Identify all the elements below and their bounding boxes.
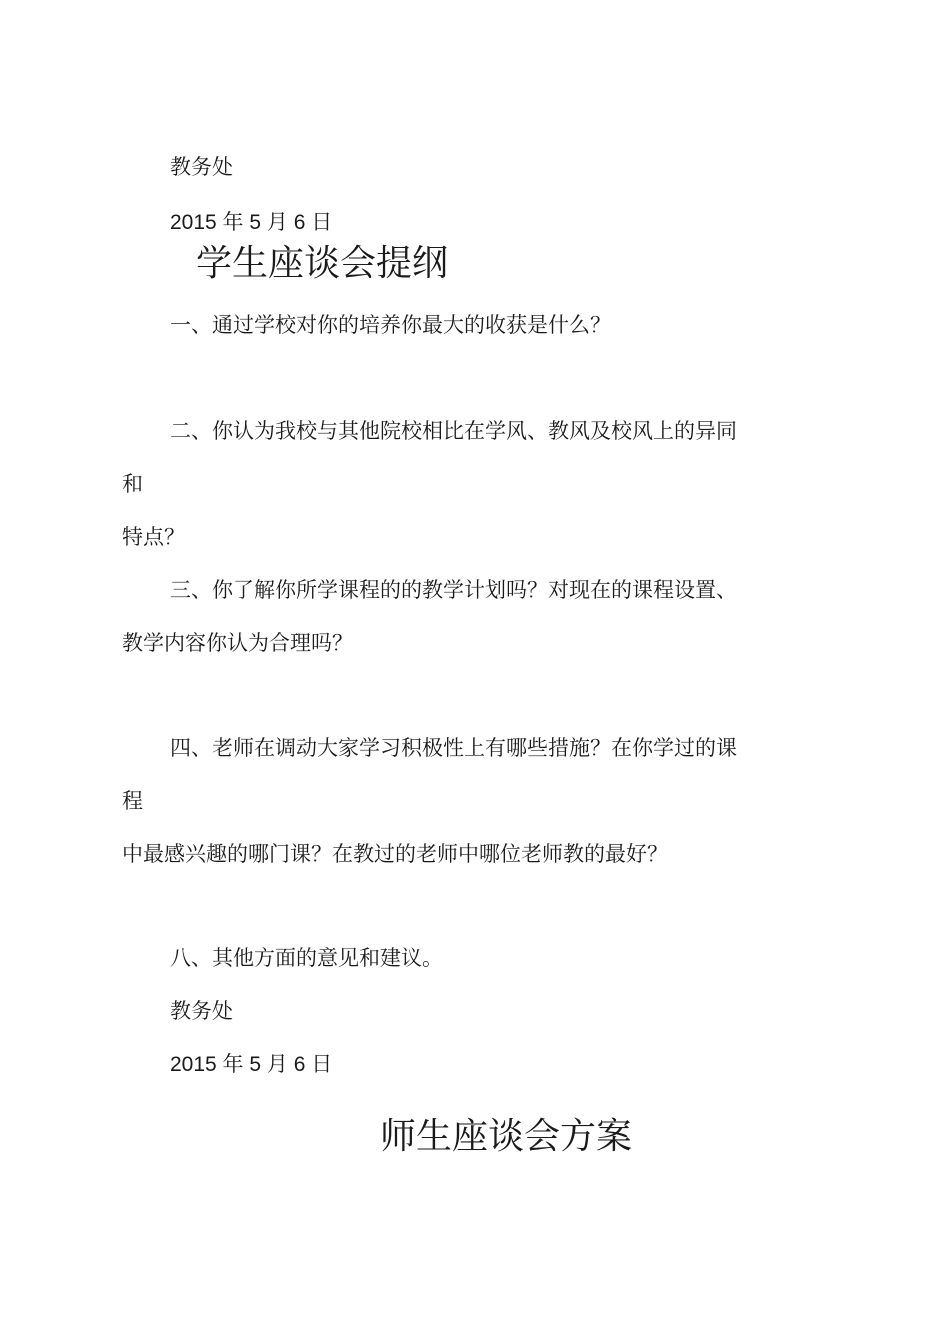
- question-2-line-1: 二、你认为我校与其他院校相比在学风、教风及校风上的异同: [170, 419, 737, 443]
- question-1: 一、通过学校对你的培养你最大的收获是什么？: [170, 313, 611, 337]
- question-3-line-2: 教学内容你认为合理吗？: [122, 631, 353, 655]
- bottom-office-name: 教务处: [170, 999, 233, 1023]
- section-title: 学生座谈会提纲: [196, 243, 449, 284]
- question-2-line-2: 和: [122, 472, 143, 496]
- top-office-name: 教务处: [170, 155, 233, 179]
- top-signature-date: 2015 年 5 月 6 日: [170, 211, 333, 234]
- next-section-title: 师生座谈会方案: [380, 1116, 633, 1157]
- bottom-signature-date: 2015 年 5 月 6 日: [170, 1053, 333, 1076]
- question-4-line-1: 四、老师在调动大家学习积极性上有哪些措施？在你学过的课: [170, 736, 737, 760]
- question-3-line-1: 三、你了解你所学课程的的教学计划吗？对现在的课程设置、: [170, 578, 737, 602]
- question-4-line-3: 中最感兴趣的哪门课？在教过的老师中哪位老师教的最好？: [122, 842, 668, 866]
- question-4-line-2: 程: [122, 789, 143, 813]
- question-8: 八、其他方面的意见和建议。: [170, 946, 443, 970]
- question-2-line-3: 特点？: [122, 525, 185, 549]
